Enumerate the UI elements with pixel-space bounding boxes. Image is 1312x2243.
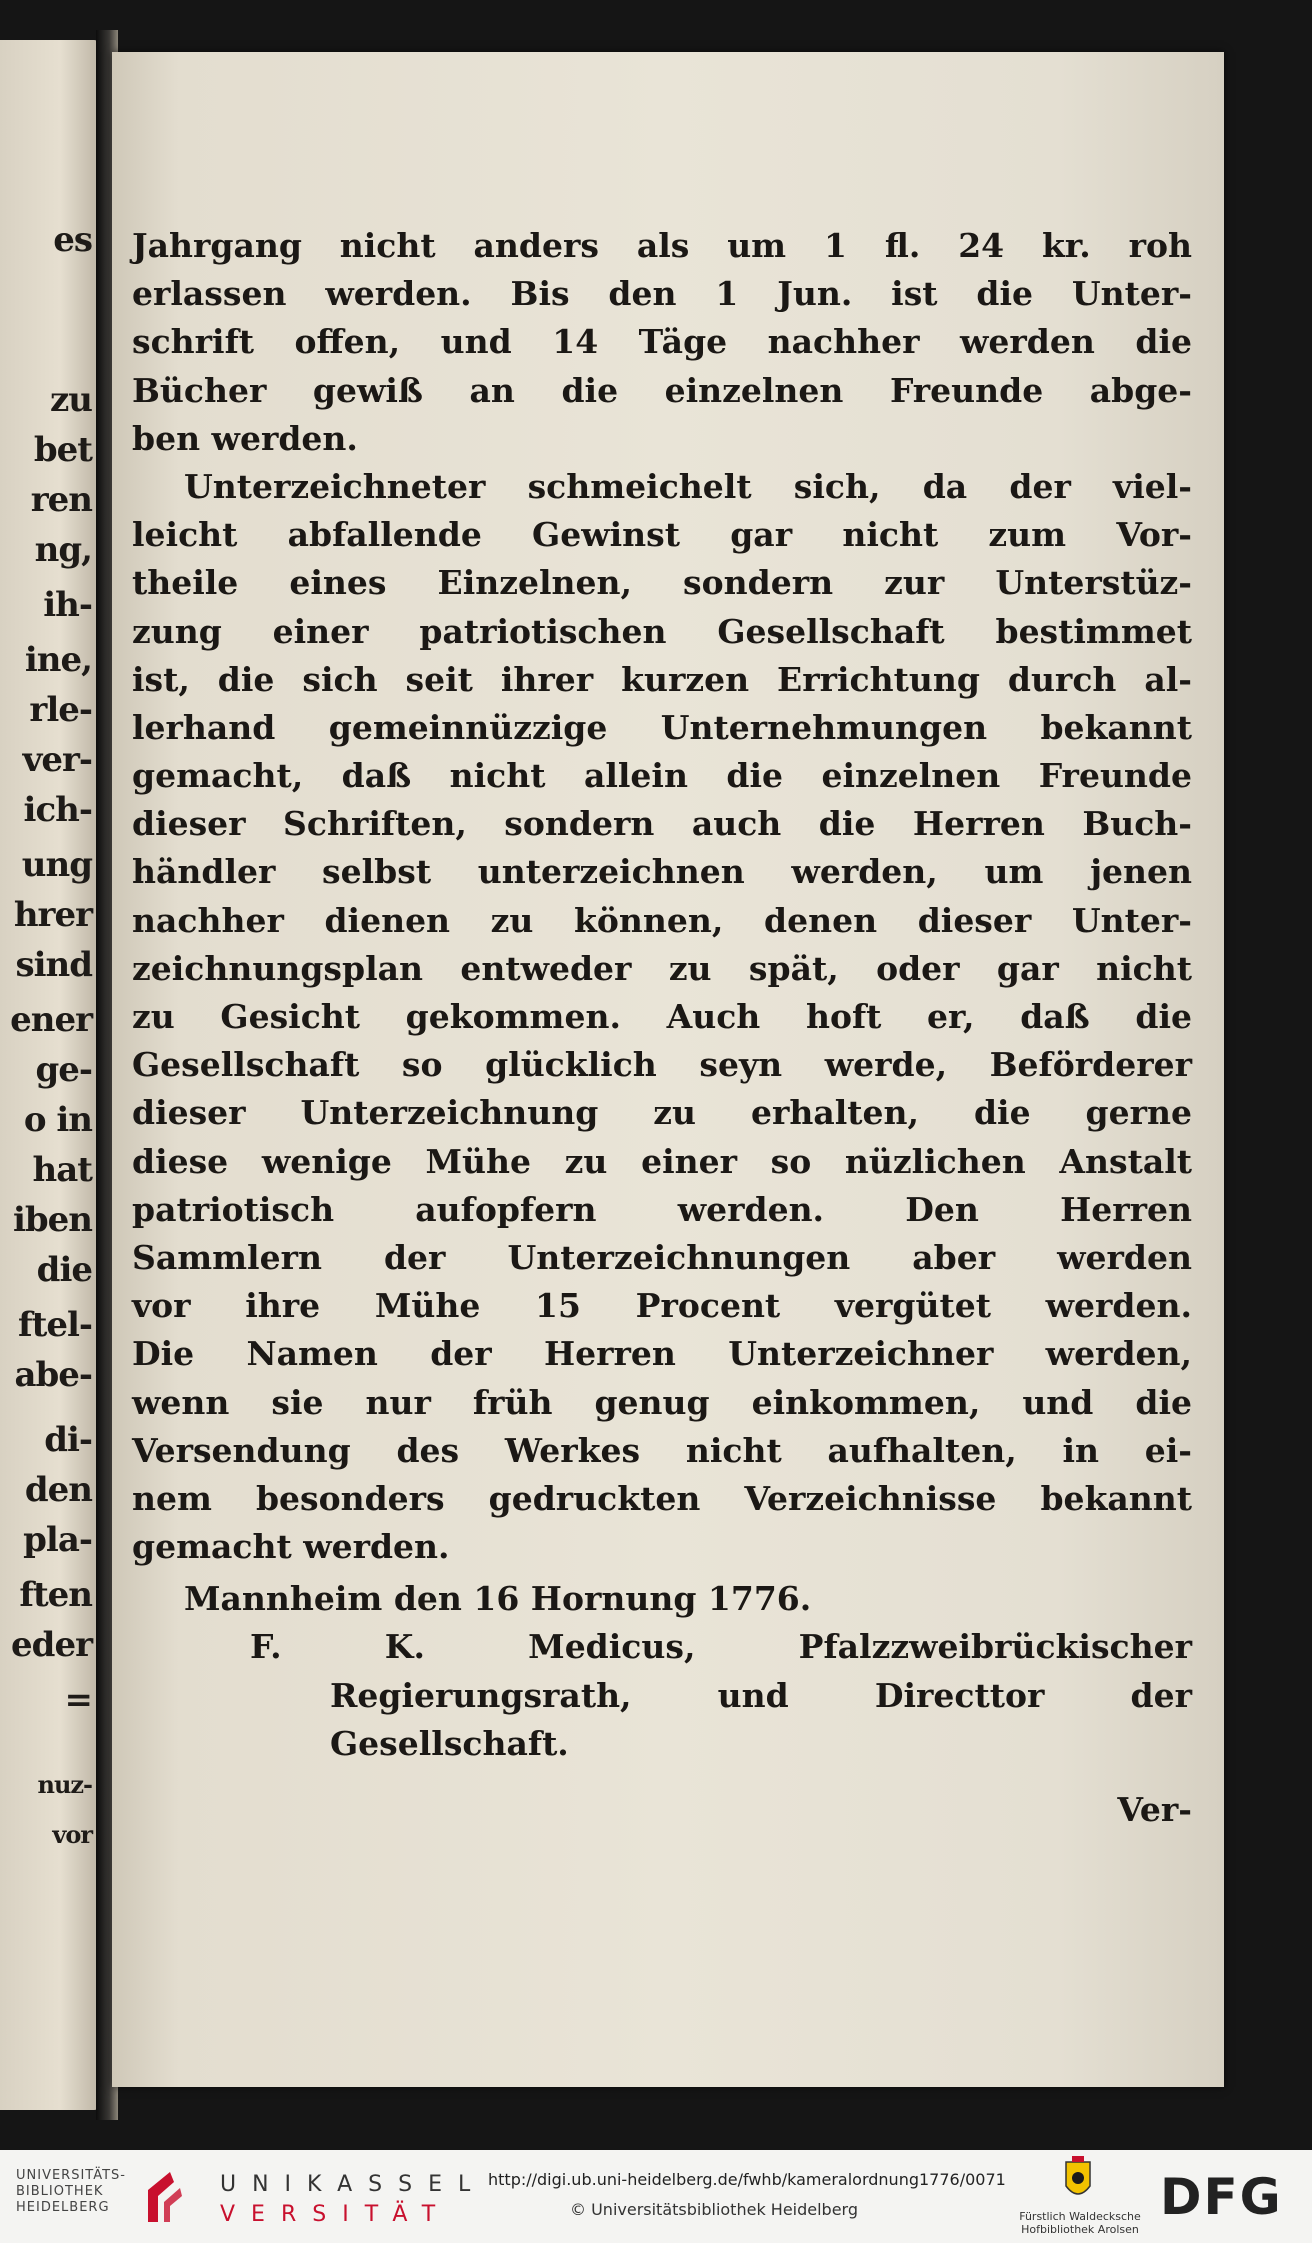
left-page-fragment: es bbox=[53, 220, 92, 260]
text-line: zu Gesicht gekommen. Auch hoft er, daß die bbox=[132, 997, 1192, 1036]
left-page-fragment: den bbox=[24, 1470, 92, 1510]
left-page-fragment: pla- bbox=[23, 1520, 92, 1560]
left-page-fragment: = bbox=[64, 1680, 92, 1720]
text-line: theile eines Einzelnen, sondern zur Unterstüz- bbox=[132, 563, 1192, 603]
left-page-fragment: ver- bbox=[22, 740, 92, 780]
text-line: Die Namen der Herren Unterzeichner werden, bbox=[132, 1334, 1192, 1374]
text-line: ben werden. bbox=[132, 418, 358, 458]
text-line: erlassen werden. Bis den 1 Jun. ist die Unter- bbox=[132, 274, 1192, 314]
uni-kassel-logo: UNIKASSEL VERSITÄT bbox=[220, 2172, 487, 2227]
text-line: schrift offen, und 14 Täge nachher werden die bbox=[132, 322, 1192, 362]
copyright-notice: © Universitätsbibliothek Heidelberg bbox=[570, 2200, 859, 2219]
dfg-logo: DFG bbox=[1160, 2168, 1283, 2226]
text-line: händler selbst unterzeichnen werden, um jenen bbox=[132, 852, 1192, 892]
text-line: leicht abfallende Gewinst gar nicht zum Vor- bbox=[132, 515, 1192, 555]
text-line: dieser Unterzeichnung zu erhalten, die gerne bbox=[132, 1093, 1192, 1133]
left-page-fragment: iben bbox=[12, 1200, 92, 1240]
left-page-fragment: o in bbox=[23, 1100, 92, 1140]
text-line: nachher dienen zu können, denen dieser Unter- bbox=[132, 900, 1192, 940]
left-page-fragment: ener bbox=[10, 1000, 92, 1040]
book-page bbox=[112, 52, 1224, 2087]
text-line: Gesellschaft so glücklich seyn werde, Beförderer bbox=[132, 1045, 1192, 1085]
left-page-fragment: rle- bbox=[29, 690, 92, 730]
place-date: Mannheim den 16 Hornung 1776. bbox=[184, 1579, 812, 1619]
text-line: Versendung des Werkes nicht aufhalten, in ei- bbox=[132, 1430, 1192, 1470]
left-page-fragment: ine, bbox=[24, 640, 92, 680]
text-line: gemacht, daß nicht allein die einzelnen Freunde bbox=[132, 756, 1192, 796]
left-page-fragment: ftel- bbox=[18, 1305, 92, 1345]
signature-line: Gesellschaft. bbox=[330, 1723, 569, 1763]
left-page-fragment: ren bbox=[30, 480, 92, 520]
left-page-fragment: ih- bbox=[43, 585, 92, 625]
catchword: Ver- bbox=[1117, 1790, 1192, 1829]
page-text bbox=[132, 222, 1192, 1834]
permalink-url[interactable]: http://digi.ub.uni-heidelberg.de/fwhb/kameralordnung1776/0071 bbox=[488, 2170, 1006, 2189]
ub-heidelberg-logo-icon bbox=[140, 2168, 188, 2226]
left-page-fragment: hat bbox=[32, 1150, 92, 1190]
text-line: Jahrgang nicht anders als um 1 fl. 24 kr. roh bbox=[132, 226, 1192, 265]
text-line: Unterzeichneter schmeichelt sich, da der viel- bbox=[184, 466, 1192, 506]
left-page-fragment: di- bbox=[44, 1420, 92, 1460]
waldeck-crest-icon bbox=[1058, 2156, 1098, 2206]
left-page-fragment: ften bbox=[19, 1575, 92, 1615]
text-line: Sammlern der Unterzeichnungen aber werden bbox=[132, 1237, 1192, 1277]
text-line: zung einer patriotischen Gesellschaft bestimmet bbox=[132, 611, 1192, 651]
text-line: lerhand gemeinnüzzige Unternehmungen bekannt bbox=[132, 707, 1192, 747]
left-page-fragment: ung bbox=[21, 845, 92, 885]
left-page-fragment: ng, bbox=[34, 530, 92, 570]
left-page-fragment: zu bbox=[49, 380, 92, 420]
text-line: nem besonders gedruckten Verzeichnisse bekannt bbox=[132, 1478, 1192, 1518]
text-line: diese wenige Mühe zu einer so nüzlichen Anstalt bbox=[132, 1141, 1192, 1181]
arolsen-library-name: Fürstlich Waldecksche Hofbibliothek Arolsen bbox=[1019, 2210, 1141, 2236]
text-line: wenn sie nur früh genug einkommen, und die bbox=[132, 1382, 1192, 1422]
left-page-edge bbox=[0, 40, 100, 2110]
left-page-fragment: vor bbox=[52, 1820, 92, 1849]
left-page-fragment: abe- bbox=[14, 1355, 92, 1395]
text-line: zeichnungsplan entweder zu spät, oder gar nicht bbox=[132, 948, 1192, 988]
text-line: Bücher gewiß an die einzelnen Freunde abge- bbox=[132, 370, 1192, 410]
left-page-fragment: bet bbox=[33, 430, 92, 470]
left-page-fragment: eder bbox=[11, 1625, 92, 1665]
left-page-fragment: sind bbox=[15, 945, 92, 985]
text-line: ist, die sich seit ihrer kurzen Errichtung durch al- bbox=[132, 659, 1192, 699]
left-page-fragment: die bbox=[36, 1250, 92, 1290]
text-line: gemacht werden. bbox=[132, 1527, 450, 1567]
left-page-fragment: ich- bbox=[23, 790, 92, 830]
left-page-fragment: hrer bbox=[13, 895, 92, 935]
text-line: vor ihre Mühe 15 Procent vergütet werden. bbox=[132, 1286, 1192, 1326]
left-page-fragment: ge- bbox=[35, 1050, 92, 1090]
library-name: UNIVERSITÄTS- BIBLIOTHEK HEIDELBERG bbox=[16, 2168, 126, 2215]
text-line: dieser Schriften, sondern auch die Herren Buch- bbox=[132, 804, 1192, 844]
left-page-fragment: nuz- bbox=[37, 1770, 92, 1799]
signature-line: Regierungsrath, und Directtor der bbox=[330, 1675, 1192, 1715]
viewer-footer bbox=[0, 2150, 1312, 2243]
signature-line: F. K. Medicus, Pfalzzweibrückischer bbox=[250, 1627, 1192, 1667]
text-line: patriotisch aufopfern werden. Den Herren bbox=[132, 1189, 1192, 1229]
